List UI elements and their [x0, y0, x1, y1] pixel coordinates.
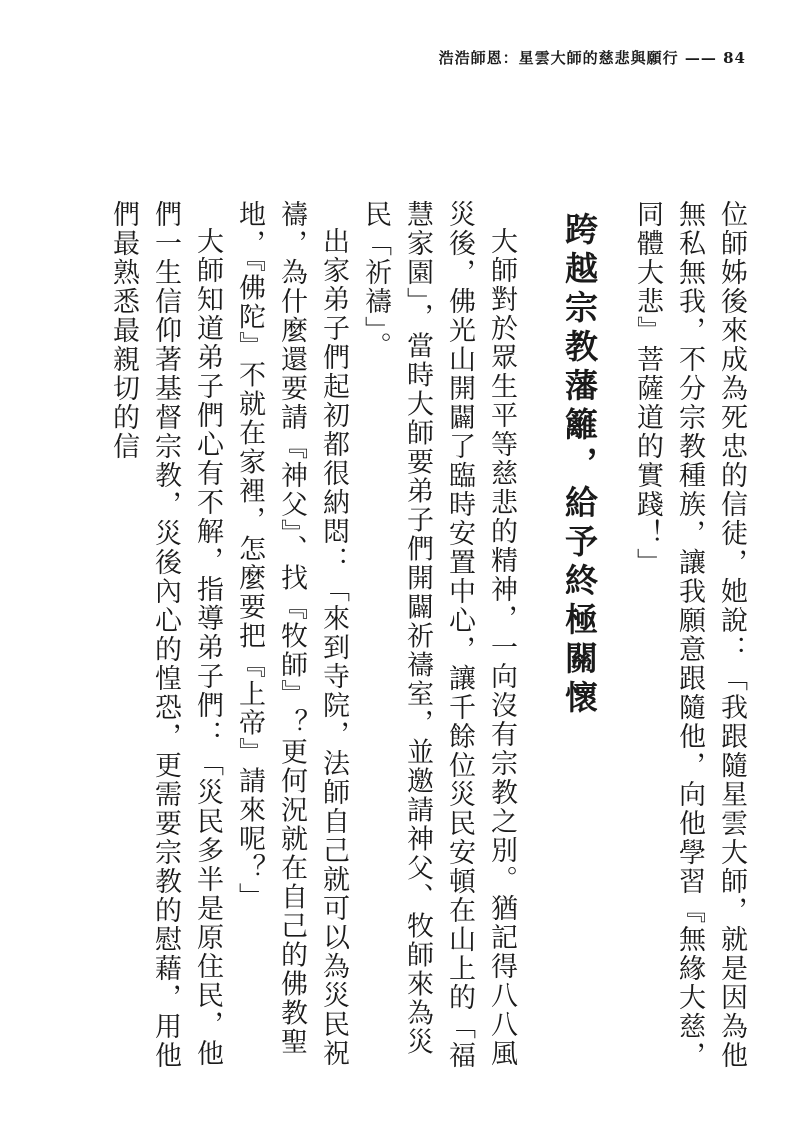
intro-paragraph: 位師姊後來成為死忠的信徒，她說：「我跟隨星雲大師，就是因為他無私無我，不分宗教種族，讓我願意跟隨他，向他學習『無緣大慈，同體大悲』菩薩道的實踐！」: [632, 200, 747, 1070]
body-paragraph: 出家弟子們起初都很納悶：「來到寺院，法師自己就可以為災民祝禱，為什麼還要請『神父』、找『牧師』？更何況就在自己的佛教聖地，『佛陀』不就在家裡，怎麼要把『上帝』請來呢？」: [234, 200, 349, 1068]
body-paragraph: 大師知道弟子們心有不解，指導弟子們：「災民多半是原住民，他們一生信仰著基督宗教，災後內心的惶恐，更需要宗教的慰藉，用他們最熟悉最親切的信: [108, 200, 223, 1070]
body-paragraph: 大師對於眾生平等慈悲的精神，一向沒有宗教之別。猶記得八八風災後，佛光山開闢了臨時安置中心，讓千餘位災民安頓在山上的「福慧家園」，當時大師要弟子們開闢祈禱室，並邀請神父、牧師來為災民「祈禱」。: [360, 200, 517, 1070]
section-heading: 跨越宗教藩籬，給予終極關懷: [560, 212, 599, 719]
running-header: 浩浩師恩：星雲大師的慈悲與願行 —— 84: [438, 49, 746, 67]
page-body: [32, 200, 752, 1070]
